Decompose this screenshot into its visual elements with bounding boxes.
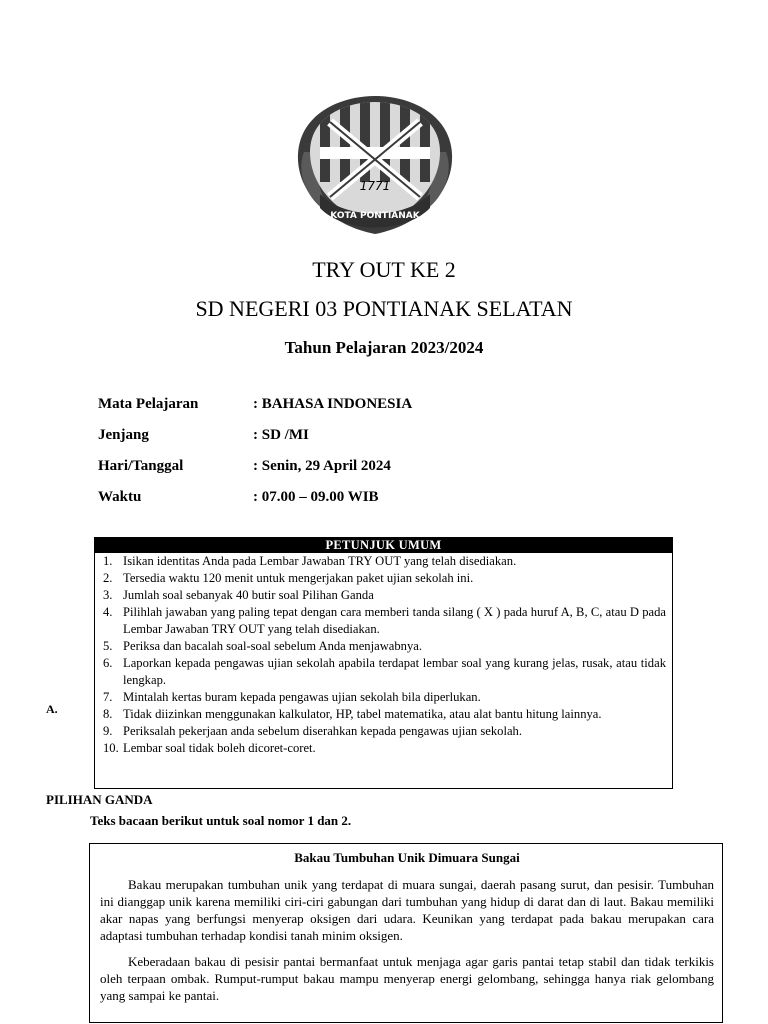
- instruction-item: [103, 740, 666, 757]
- instruction-text: Periksa dan bacalah soal-soal sebelum Anda menjawabnya.: [123, 639, 423, 653]
- instruction-text: Periksalah pekerjaan anda sebelum diserahkan kepada pengawas ujian sekolah.: [123, 724, 522, 738]
- instruction-number: 7.: [103, 690, 113, 704]
- section-letter: A.: [46, 702, 58, 716]
- instruction-item: [103, 638, 666, 655]
- instruction-number: 5.: [103, 639, 113, 653]
- instruction-text: Isikan identitas Anda pada Lembar Jawaban TRY OUT yang telah disediakan.: [123, 554, 517, 568]
- kota-pontianak-emblem-icon: [290, 92, 460, 242]
- info-value: : SD /MI: [253, 427, 309, 443]
- info-value: : BAHASA INDONESIA: [253, 396, 413, 412]
- instruction-item: [103, 655, 666, 689]
- general-instructions-box: [94, 537, 673, 789]
- instruction-number: 6.: [103, 656, 113, 670]
- exam-info: [98, 396, 658, 520]
- instruction-number: 3.: [103, 588, 113, 602]
- emblem-year: 1771: [359, 179, 391, 193]
- instruction-number: 2.: [103, 571, 113, 585]
- reading-intro: Teks bacaan berikut untuk soal nomor 1 dan 2.: [90, 813, 352, 828]
- reading-paragraph: Bakau merupakan tumbuhan unik yang terdapat di muara sungai, daerah pasang surut, dan pesisir. Tumbuhan ini dianggap unik karena memiliki ciri-ciri gabungan dari tumbuhan yang hidup di darat dan di laut. Bakau memiliki akar napas yang berfungsi menyerap oksigen dari udara. Keunikan yang terdapat pada bakau merupakan cara adaptasi tumbuhan terhadap kondisi tanah minim oksigen.: [100, 877, 714, 943]
- instruction-item: [103, 723, 666, 740]
- instruction-text: Laporkan kepada pengawas ujian sekolah apabila terdapat lembar soal yang kurang jelas, rusak, atau tidak lengkap.: [123, 656, 666, 687]
- emblem-ribbon-text: KOTA PONTIANAK: [330, 211, 420, 221]
- instruction-text: Lembar soal tidak boleh dicoret-coret.: [123, 741, 316, 755]
- info-row: [98, 489, 658, 520]
- instruction-item: [103, 604, 666, 638]
- info-label: Jenjang: [98, 427, 149, 443]
- instruction-text: Tidak diizinkan menggunakan kalkulator, HP, tabel matematika, atau alat bantu hitung lainnya.: [123, 707, 602, 721]
- instructions-heading: PETUNJUK UMUM: [95, 538, 672, 553]
- instruction-text: Mintalah kertas buram kepada pengawas ujian sekolah bila diperlukan.: [123, 690, 481, 704]
- instruction-text: Tersedia waktu 120 menit untuk mengerjakan paket ujian sekolah ini.: [123, 571, 474, 585]
- instruction-item: [103, 689, 666, 706]
- instruction-item: [103, 706, 666, 723]
- instruction-item: [103, 570, 666, 587]
- info-row: [98, 458, 658, 489]
- info-row: [98, 396, 658, 427]
- info-label: Waktu: [98, 489, 142, 505]
- info-value: : 07.00 – 09.00 WIB: [253, 489, 379, 505]
- instruction-item: [103, 587, 666, 604]
- reading-paragraph: Keberadaan bakau di pesisir pantai bermanfaat untuk menjaga agar garis pantai tetap stabil dan tidak terkikis oleh terpaan ombak. Rumput-rumput bakau mampu menyerap energi gelombang, sehingga hanya riak gelombang yang sampai ke pantai.: [100, 954, 714, 1003]
- instruction-number: 8.: [103, 707, 113, 721]
- info-row: [98, 427, 658, 458]
- info-value: : Senin, 29 April 2024: [253, 458, 391, 474]
- instructions-list: [95, 553, 672, 757]
- instruction-number: 10.: [103, 741, 119, 755]
- exam-title: TRY OUT KE 2: [312, 257, 456, 282]
- instruction-number: 1.: [103, 554, 113, 568]
- instruction-text: Jumlah soal sebanyak 40 butir soal Pilihan Ganda: [123, 588, 374, 602]
- academic-year: Tahun Pelajaran 2023/2024: [284, 338, 484, 357]
- reading-passage-box: [89, 843, 723, 1023]
- info-label: Mata Pelajaran: [98, 396, 199, 412]
- info-label: Hari/Tanggal: [98, 458, 184, 474]
- section-title: PILIHAN GANDA: [46, 792, 153, 807]
- instruction-number: 9.: [103, 724, 113, 738]
- reading-title: Bakau Tumbuhan Unik Dimuara Sungai: [294, 850, 520, 865]
- instruction-item: [103, 553, 666, 570]
- instruction-text: Pilihlah jawaban yang paling tepat dengan cara memberi tanda silang ( X ) pada huruf A, B, C, atau D pada Lembar Jawaban TRY OUT yang telah disediakan.: [123, 605, 666, 636]
- school-name: SD NEGERI 03 PONTIANAK SELATAN: [195, 296, 573, 321]
- instruction-number: 4.: [103, 605, 113, 619]
